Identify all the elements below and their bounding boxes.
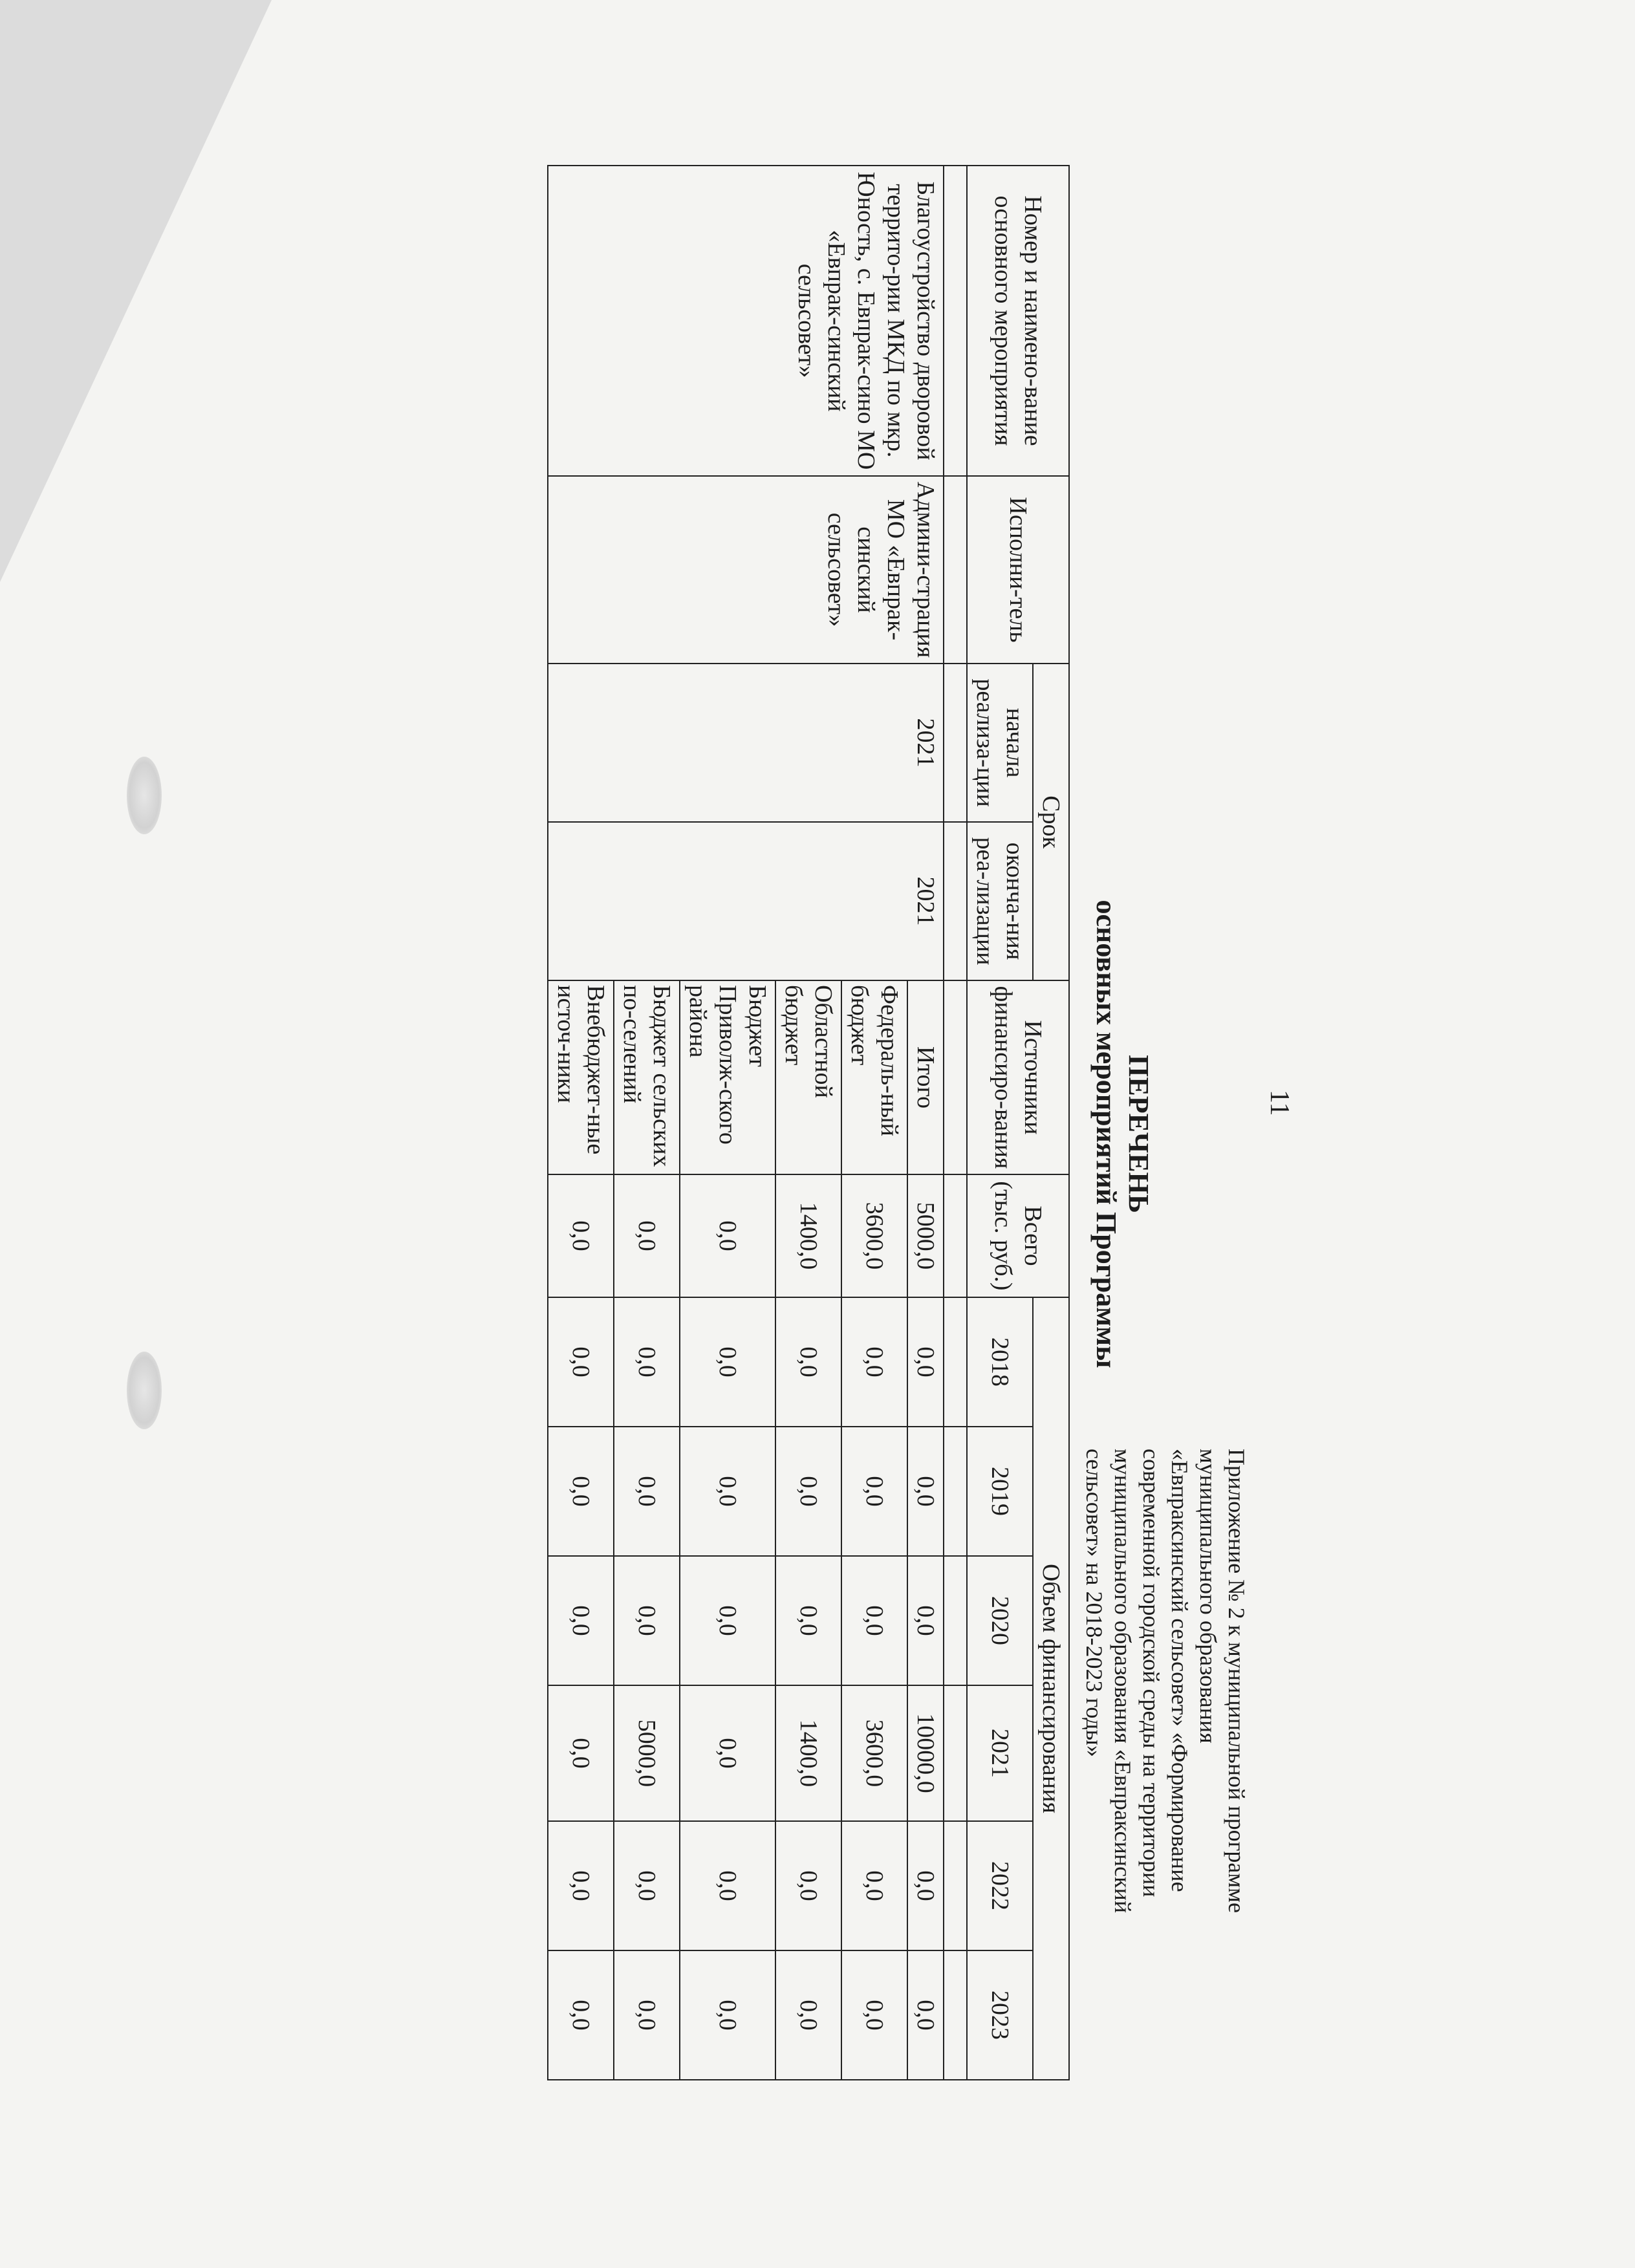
value-cell: 1400,0	[775, 1685, 841, 1821]
value-cell: 0,0	[907, 1950, 944, 2080]
annex-line: сельсовет» на 2018-2023 годы»	[1081, 1449, 1107, 1757]
annex-line: муниципального образования «Евпраксинский	[1110, 1449, 1136, 1914]
value-cell: 0,0	[680, 1556, 775, 1685]
value-cell: 5000,0	[614, 1685, 680, 1821]
financing-table	[547, 165, 1070, 2080]
start-cell: 2021	[548, 664, 944, 822]
value-cell: 0,0	[548, 1685, 614, 1821]
total-cell: 3600,0	[841, 1174, 907, 1297]
document-title: ПЕРЕЧЕНЬ	[1123, 1055, 1154, 1213]
header-measure: Номер и наимено-вание основного мероприятия	[967, 166, 1069, 476]
annex-line: Приложение № 2 к муниципальной программе	[1224, 1449, 1250, 1913]
value-cell: 0,0	[775, 1821, 841, 1950]
header-year: 2022	[967, 1821, 1033, 1950]
header-total: Всего (тыс. руб.)	[967, 1174, 1069, 1297]
value-cell: 0,0	[841, 1950, 907, 2080]
source-cell: Бюджет Приволж-ского района	[680, 980, 775, 1174]
value-cell: 0,0	[775, 1556, 841, 1685]
value-cell: 0,0	[775, 1427, 841, 1556]
total-cell: 0,0	[548, 1174, 614, 1297]
header-term: Срок	[1033, 664, 1069, 980]
value-cell: 0,0	[680, 1297, 775, 1427]
header-volume: Объем финансирования	[1033, 1297, 1069, 2080]
header-year: 2019	[967, 1427, 1033, 1556]
total-cell: 5000,0	[907, 1174, 944, 1297]
value-cell: 0,0	[614, 1556, 680, 1685]
header-row	[1033, 166, 1069, 2080]
value-cell: 0,0	[614, 1427, 680, 1556]
value-cell: 0,0	[907, 1556, 944, 1685]
value-cell: 0,0	[907, 1821, 944, 1950]
annex-line: муниципального образования	[1195, 1449, 1221, 1744]
value-cell: 0,0	[680, 1950, 775, 2080]
header-term-end: оконча-ния реа-лизации	[967, 822, 1033, 980]
source-cell: Областной бюджет	[775, 980, 841, 1174]
value-cell: 0,0	[775, 1950, 841, 2080]
value-cell: 0,0	[614, 1821, 680, 1950]
source-cell: Итого	[907, 980, 944, 1174]
value-cell: 0,0	[841, 1427, 907, 1556]
value-cell: 0,0	[548, 1427, 614, 1556]
page-number: 11	[1264, 1090, 1294, 1116]
total-cell: 0,0	[614, 1174, 680, 1297]
value-cell: 0,0	[548, 1821, 614, 1950]
value-cell: 0,0	[841, 1556, 907, 1685]
value-cell: 0,0	[907, 1427, 944, 1556]
value-cell: 0,0	[548, 1297, 614, 1427]
value-cell: 0,0	[775, 1297, 841, 1427]
value-cell: 3600,0	[841, 1685, 907, 1821]
value-cell: 0,0	[841, 1297, 907, 1427]
annex-line: «Евпраксинский сельсовет» «Формирование	[1167, 1449, 1193, 1892]
spacer-row	[944, 166, 967, 2080]
value-cell: 0,0	[548, 1950, 614, 2080]
value-cell: 0,0	[680, 1427, 775, 1556]
header-term-start: начала реализа-ции	[967, 664, 1033, 822]
source-cell: Бюджет сельских по-селений	[614, 980, 680, 1174]
header-year: 2021	[967, 1685, 1033, 1821]
value-cell: 0,0	[680, 1685, 775, 1821]
value-cell: 0,0	[614, 1297, 680, 1427]
value-cell: 10000,0	[907, 1685, 944, 1821]
end-cell: 2021	[548, 822, 944, 980]
document-subtitle: основных мероприятий Программы	[1090, 900, 1122, 1368]
header-executor: Исполни-тель	[967, 476, 1069, 664]
source-cell: Федераль-ный бюджет	[841, 980, 907, 1174]
header-year: 2018	[967, 1297, 1033, 1427]
value-cell: 0,0	[907, 1297, 944, 1427]
annex-line: современной городской среды на территории	[1138, 1449, 1164, 1897]
value-cell: 0,0	[548, 1556, 614, 1685]
header-sources: Источники финансиро-вания	[967, 980, 1069, 1174]
table-row	[907, 166, 944, 2080]
executor-cell: Админи-страция МО «Евпрак-синский сельсовет»	[548, 476, 944, 664]
value-cell: 0,0	[680, 1821, 775, 1950]
measure-cell: Благоустройство дворовой террито-рии МКД по мкр. Юность, с. Евпрак-сино МО «Евпрак-синский сельсовет»	[548, 166, 944, 476]
header-year: 2023	[967, 1950, 1033, 2080]
value-cell: 0,0	[841, 1821, 907, 1950]
header-year: 2020	[967, 1556, 1033, 1685]
source-cell: Внебюджет-ные источ-ники	[548, 980, 614, 1174]
total-cell: 1400,0	[775, 1174, 841, 1297]
value-cell: 0,0	[614, 1950, 680, 2080]
total-cell: 0,0	[680, 1174, 775, 1297]
